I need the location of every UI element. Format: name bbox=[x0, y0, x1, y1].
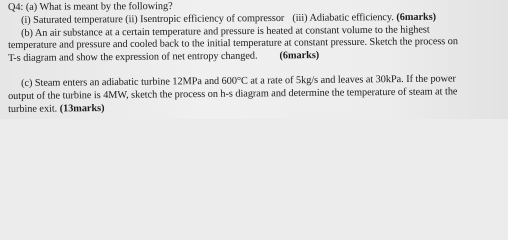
part-b-marks: (6marks) bbox=[279, 50, 320, 62]
part-a-items-text: (i) Saturated temperature (ii) Isentropic efficiency of compressor bbox=[21, 12, 285, 26]
part-a-item-iii: (iii) Adiabatic efficiency. bbox=[292, 12, 394, 24]
part-c-line-3 bbox=[8, 103, 105, 115]
part-c-marks: (13marks) bbox=[59, 102, 105, 115]
part-b-line-3 bbox=[8, 50, 319, 64]
part-c-line-2-text: output of the turbine is 4MW, sketch the process on h-s diagram and determine the temperature of steam at the bbox=[8, 86, 458, 102]
exam-question-page bbox=[0, 0, 508, 119]
part-b-line-2-text: temperature and pressure and cooled back to the initial temperature at constant pressure. Sketch the process on bbox=[8, 36, 459, 51]
part-c-line-2 bbox=[8, 86, 457, 102]
part-b-line-3-text: T-s diagram and show the expression of net entropy changed. bbox=[8, 50, 258, 64]
part-b-line-1-text: (b) An air substance at a certain temperature and pressure is heated at constant volume to the highest bbox=[21, 24, 430, 39]
question-heading bbox=[8, 1, 173, 13]
part-c-line-3-text: turbine exit. bbox=[8, 103, 58, 115]
question-heading-text: Q4: (a) What is meant by the following? bbox=[8, 0, 173, 13]
part-a-marks: (6marks) bbox=[396, 11, 437, 24]
part-a-items bbox=[21, 12, 436, 26]
part-c-line-1-text: (c) Steam enters an adiabatic turbine 12MPa and 600°C at a rate of 5kg/s and leaves at 30kPa. If the power bbox=[21, 73, 456, 89]
